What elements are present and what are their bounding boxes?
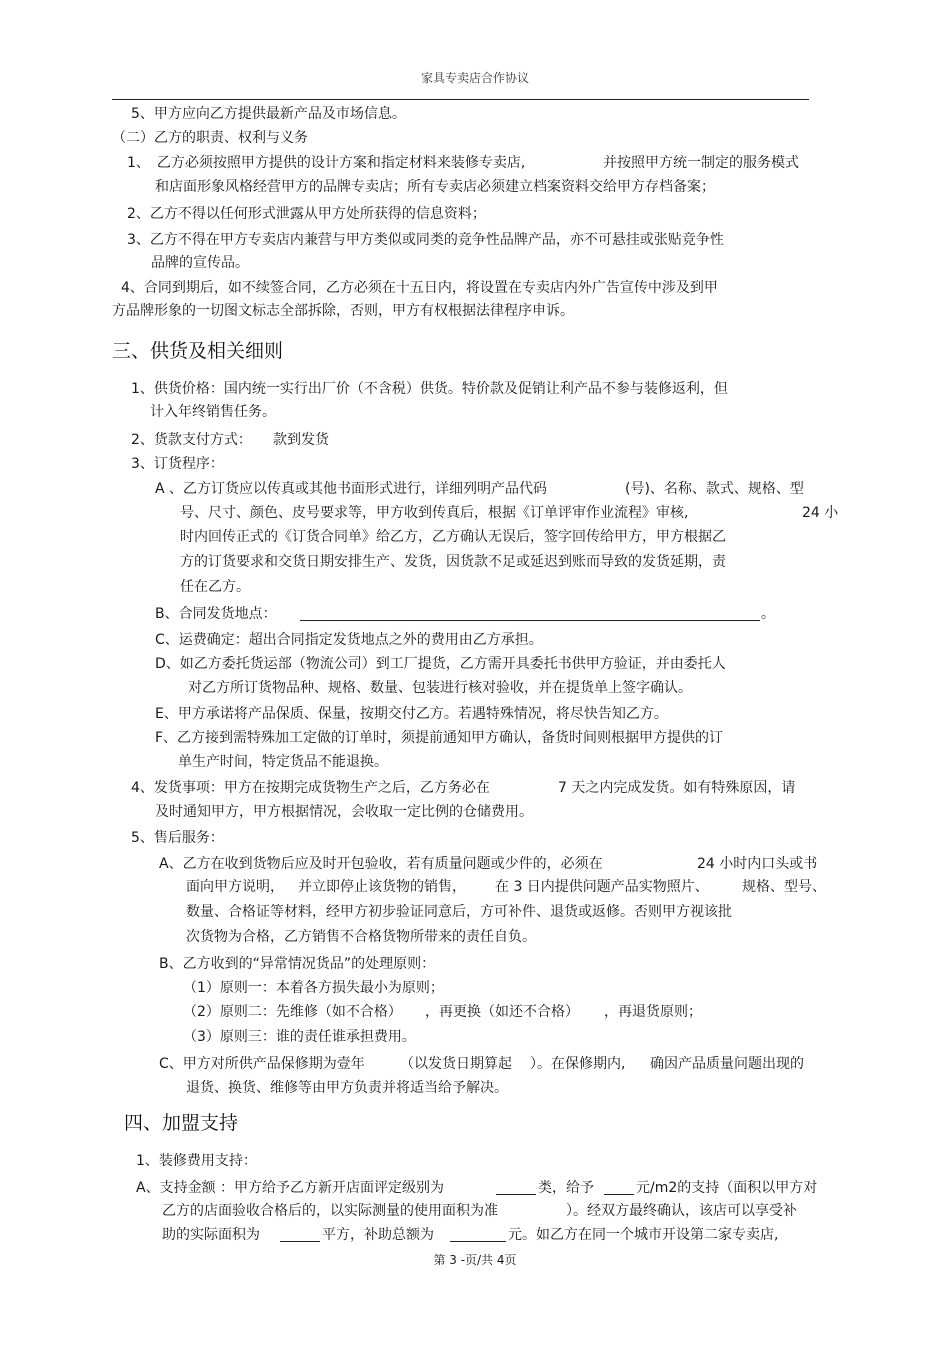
paragraph-line: 对乙方所订货物品种、规格、数量、包装进行核对验收，并在提货单上签字确认。 <box>188 680 692 696</box>
paragraph-line: ，再更换（如还不合格） <box>425 1004 579 1020</box>
paragraph-line: 方品牌形象的一切图文标志全部拆除，否则，甲方有权根据法律程序申诉。 <box>112 303 574 319</box>
header-rule <box>112 99 809 100</box>
paragraph-line: ）。在保修期内, <box>530 1056 626 1072</box>
paragraph-line: 5、售后服务： <box>131 830 224 846</box>
paragraph-line: （以发货日期算起 <box>400 1056 512 1072</box>
paragraph-line: 1、 乙方必须按照甲方提供的设计方案和指定材料来装修专卖店, <box>127 155 526 171</box>
paragraph-line: 5、甲方应向乙方提供最新产品及市场信息。 <box>131 106 406 122</box>
paragraph-line: 品牌的宣传品。 <box>151 255 249 271</box>
paragraph-line: 和店面形象风格经营甲方的品牌专卖店；所有专卖店必须建立档案资料交给甲方存档备案； <box>155 179 715 195</box>
paragraph-line: 并立即停止该货物的销售， <box>298 879 466 895</box>
page-footer: 第 3 -页/共 4页 <box>433 1253 517 1267</box>
paragraph-line: 7 天之内完成发货。如有特殊原因，请 <box>558 780 796 796</box>
paragraph-line: A、支持金额 ：甲方给予乙方新开店面评定级别为 <box>136 1180 445 1196</box>
paragraph-line: 3、订货程序： <box>131 456 224 472</box>
paragraph-line: C、运费确定：超出合同指定发货地点之外的费用由乙方承担。 <box>155 632 543 648</box>
paragraph-line: 4、合同到期后，如不续签合同，乙方必须在十五日内，将设置在专卖店内外广告宣传中涉及到甲 <box>121 280 718 296</box>
paragraph-line: 元/m2的支持（面积以甲方对 <box>636 1180 818 1196</box>
paragraph-line: D、如乙方委托货运部（物流公司）到工厂提货，乙方需开具委托书供甲方验证，并由委托人 <box>155 656 726 672</box>
section-heading: 四、加盟支持 <box>124 1112 239 1134</box>
paragraph-line: B、乙方收到的“异常情况货品”的处理原则： <box>159 956 436 972</box>
paragraph-line: 时内回传正式的《订货合同单》给乙方，乙方确认无误后，签字回传给甲方，甲方根据乙 <box>180 529 726 545</box>
paragraph-line: 1、装修费用支持： <box>136 1153 257 1169</box>
section-heading: 三、供货及相关细则 <box>112 340 284 362</box>
paragraph-line: 2、乙方不得以任何形式泄露从甲方处所获得的信息资料； <box>127 206 486 222</box>
paragraph-line: 确因产品质量问题出现的 <box>650 1056 804 1072</box>
paragraph-line: 类，给予 <box>538 1180 594 1196</box>
paragraph-line: B、合同发货地点： <box>155 606 277 622</box>
paragraph-line: 单生产时间，特定货品不能退换。 <box>178 754 388 770</box>
paragraph-line: 24 小 <box>802 505 839 521</box>
paragraph-line: F、乙方接到需特殊加工定做的订单时，须提前通知甲方确认，备货时间则根据甲方提供的订 <box>155 730 724 746</box>
paragraph-line: A、乙方在收到货物后应及时开包验收，若有质量问题或少件的，必须在 <box>159 856 603 872</box>
blank-actual-area <box>280 1227 320 1242</box>
paragraph-line: 。 <box>761 606 775 622</box>
paragraph-line: 款到发货 <box>273 432 329 448</box>
paragraph-line: 24 小时内口头或书 <box>697 856 818 872</box>
paragraph-line: 4、发货事项：甲方在按期完成货物生产之后，乙方务必在 <box>131 780 490 796</box>
paragraph-line: 元。如乙方在同一个城市开设第二家专卖店, <box>508 1227 779 1243</box>
paragraph-line: 及时通知甲方，甲方根据情况，会收取一定比例的仓储费用。 <box>155 804 533 820</box>
paragraph-line: 面向甲方说明， <box>186 879 284 895</box>
paragraph-line: 计入年终销售任务。 <box>150 404 276 420</box>
paragraph-line: （2）原则二：先维修（如不合格） <box>183 1004 402 1020</box>
paragraph-line: E、甲方承诺将产品保质、保量，按期交付乙方。若遇特殊情况，将尽快告知乙方。 <box>155 706 668 722</box>
paragraph-line: 号、尺寸、颜色、皮号要求等，甲方收到传真后，根据《订单评审作业流程》审核, <box>180 505 689 521</box>
paragraph-line: C、甲方对所供产品保修期为壹年 <box>159 1056 365 1072</box>
paragraph-line: A 、乙方订货应以传真或其他书面形式进行，详细列明产品代码 <box>155 481 548 497</box>
page-header-title: 家具专卖店合作协议 <box>420 71 529 85</box>
paragraph-line: （3）原则三：谁的责任谁承担费用。 <box>183 1029 416 1045</box>
paragraph-line: 3、乙方不得在甲方专卖店内兼营与甲方类似或同类的竞争性品牌产品，亦不可悬挂或张贴竞争性 <box>127 232 724 248</box>
paragraph-line: ）。经双方最终确认，该店可以享受补 <box>566 1203 797 1219</box>
paragraph-line: 助的实际面积为 <box>162 1227 260 1243</box>
blank-subsidy-total <box>450 1227 506 1242</box>
paragraph-line: 并按照甲方统一制定的服务模式 <box>603 155 799 171</box>
paragraph-line: 2、货款支付方式： <box>131 432 252 448</box>
section-subheading: （二）乙方的职责、权利与义务 <box>112 130 308 146</box>
paragraph-line: ，再退货原则； <box>604 1004 702 1020</box>
paragraph-line: 在 3 日内提供问题产品实物照片、 <box>495 879 709 895</box>
paragraph-line: 退货、换货、维修等由甲方负责并将适当给予解决。 <box>186 1080 508 1096</box>
paragraph-line: 方的订货要求和交货日期安排生产、发货，因货款不足或延迟到账而导致的发货延期，责 <box>180 554 726 570</box>
paragraph-line: 任在乙方。 <box>180 579 250 595</box>
blank-subsidy-rate <box>604 1180 634 1195</box>
paragraph-line: 1、供货价格：国内统一实行出厂价（不含税）供货。特价款及促销让利产品不参与装修返利，但 <box>131 381 728 397</box>
paragraph-line: 平方，补助总额为 <box>322 1227 434 1243</box>
blank-store-level <box>496 1180 536 1195</box>
paragraph-line: 数量、合格证等材料，经甲方初步验证同意后，方可补件、退货或返修。否则甲方视该批 <box>186 904 732 920</box>
paragraph-line: 规格、型号、 <box>742 879 826 895</box>
paragraph-line: (号)、名称、款式、规格、型 <box>625 481 804 497</box>
paragraph-line: 乙方的店面验收合格后的，以实际测量的使用面积为准 <box>162 1203 498 1219</box>
blank-delivery-location <box>300 606 760 621</box>
paragraph-line: 次货物为合格，乙方销售不合格货物所带来的责任自负。 <box>186 929 536 945</box>
paragraph-line: （1）原则一：本着各方损失最小为原则； <box>183 980 444 996</box>
